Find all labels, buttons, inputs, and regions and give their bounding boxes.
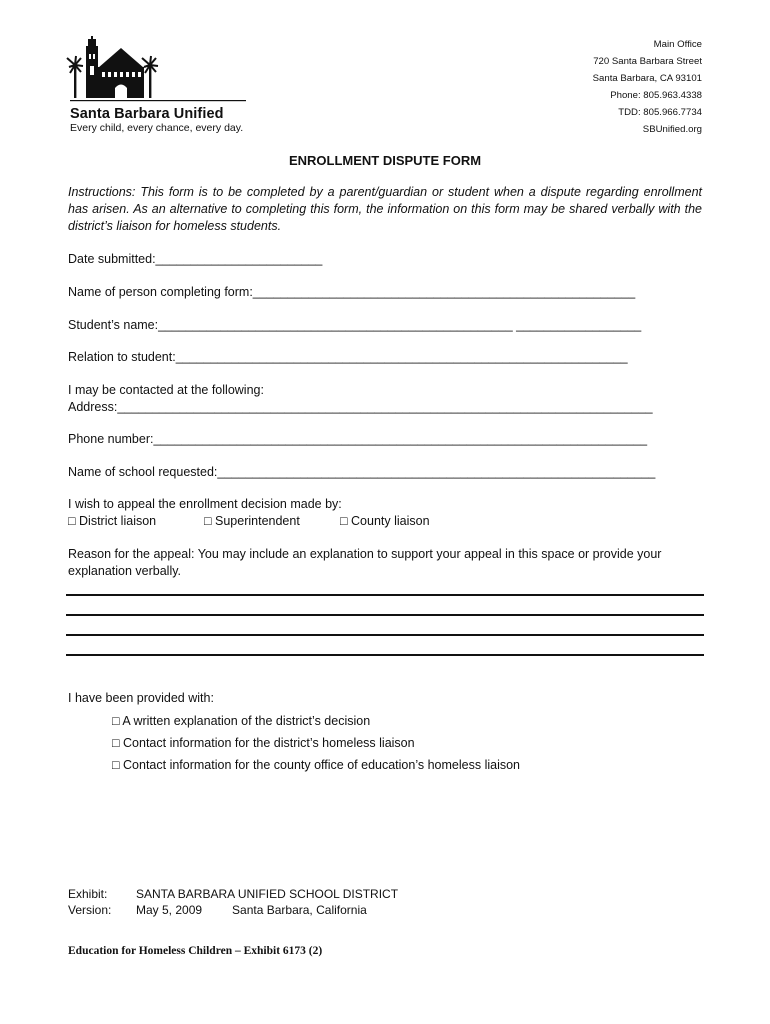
org-tagline: Every child, every chance, every day. (70, 122, 244, 134)
appeal-options (68, 514, 430, 528)
school-building-icon (86, 36, 144, 98)
palm-tree-right-icon (142, 56, 158, 98)
person-completing-field[interactable]: Name of person completing form:_______________________________________________________ (68, 285, 636, 299)
contact-intro: I may be contacted at the following: (68, 383, 264, 397)
office-website: SBUnified.org (642, 124, 702, 136)
office-address-block (593, 36, 702, 139)
phone-number-field[interactable]: Phone number:_______________________________________________________________________ (68, 432, 648, 446)
org-name: Santa Barbara Unified (70, 106, 224, 122)
version-label: Version: (68, 902, 112, 917)
page-footer: Education for Homeless Children – Exhibit 6173 (2) (68, 945, 323, 957)
exhibit-label: Exhibit: (68, 887, 108, 901)
exhibit-value: SANTA BARBARA UNIFIED SCHOOL DISTRICT (136, 887, 399, 901)
checkbox-county-liaison-contact[interactable]: □ Contact information for the county office of education’s homeless liaison (112, 758, 521, 772)
checkbox-written-explanation[interactable]: □ A written explanation of the district’s decision (112, 714, 371, 728)
version-place: Santa Barbara, California (232, 902, 367, 917)
office-title: Main Office (653, 39, 702, 50)
reason-line-2[interactable] (66, 614, 704, 616)
office-tdd: TDD: 805.966.7734 (618, 107, 702, 119)
reason-instructions: Reason for the appeal: You may include an explanation to support your appeal in this space or provide your explanation verbally. (68, 547, 662, 578)
provided-heading: I have been provided with: (68, 691, 214, 705)
office-street: 720 Santa Barbara Street (593, 56, 702, 68)
relation-field[interactable]: Relation to student:_________________________________________________________________ (68, 350, 628, 364)
checkbox-county-liaison[interactable]: □ County liaison (340, 514, 430, 528)
reason-line-4[interactable] (66, 654, 704, 656)
checkbox-district-liaison[interactable]: □ District liaison (68, 514, 157, 528)
student-name-field[interactable]: Student’s name:___________________________________________________ __________________ (68, 318, 642, 332)
checkbox-district-liaison-contact[interactable]: □ Contact information for the district’s homeless liaison (112, 736, 415, 750)
version-date: May 5, 2009 (136, 902, 203, 917)
checkbox-superintendent[interactable]: □ Superintendent (204, 514, 300, 528)
school-requested-field[interactable]: Name of school requested:_______________________________________________________________ (68, 465, 656, 479)
palm-tree-left-icon (67, 56, 83, 98)
office-city: Santa Barbara, CA 93101 (592, 73, 702, 85)
address-field[interactable]: Address:_____________________________________________________________________________ (68, 400, 653, 414)
date-submitted-field[interactable]: Date submitted:________________________ (68, 252, 323, 266)
appeal-prompt: I wish to appeal the enrollment decision made by: (68, 497, 342, 511)
form-title: ENROLLMENT DISPUTE FORM (288, 153, 482, 168)
logo-underline (70, 100, 246, 101)
exhibit-block (68, 887, 398, 918)
reason-line-3[interactable] (66, 634, 704, 636)
reason-line-1[interactable] (66, 594, 704, 596)
office-phone: Phone: 805.963.4338 (610, 90, 702, 102)
form-instructions: Instructions: This form is to be completed by a parent/guardian or student when a dispute regarding enrollment has arisen. As an alternative to completing this form, the information on this form may be shared verbally with the district’s liaison for homeless students. (68, 185, 702, 233)
